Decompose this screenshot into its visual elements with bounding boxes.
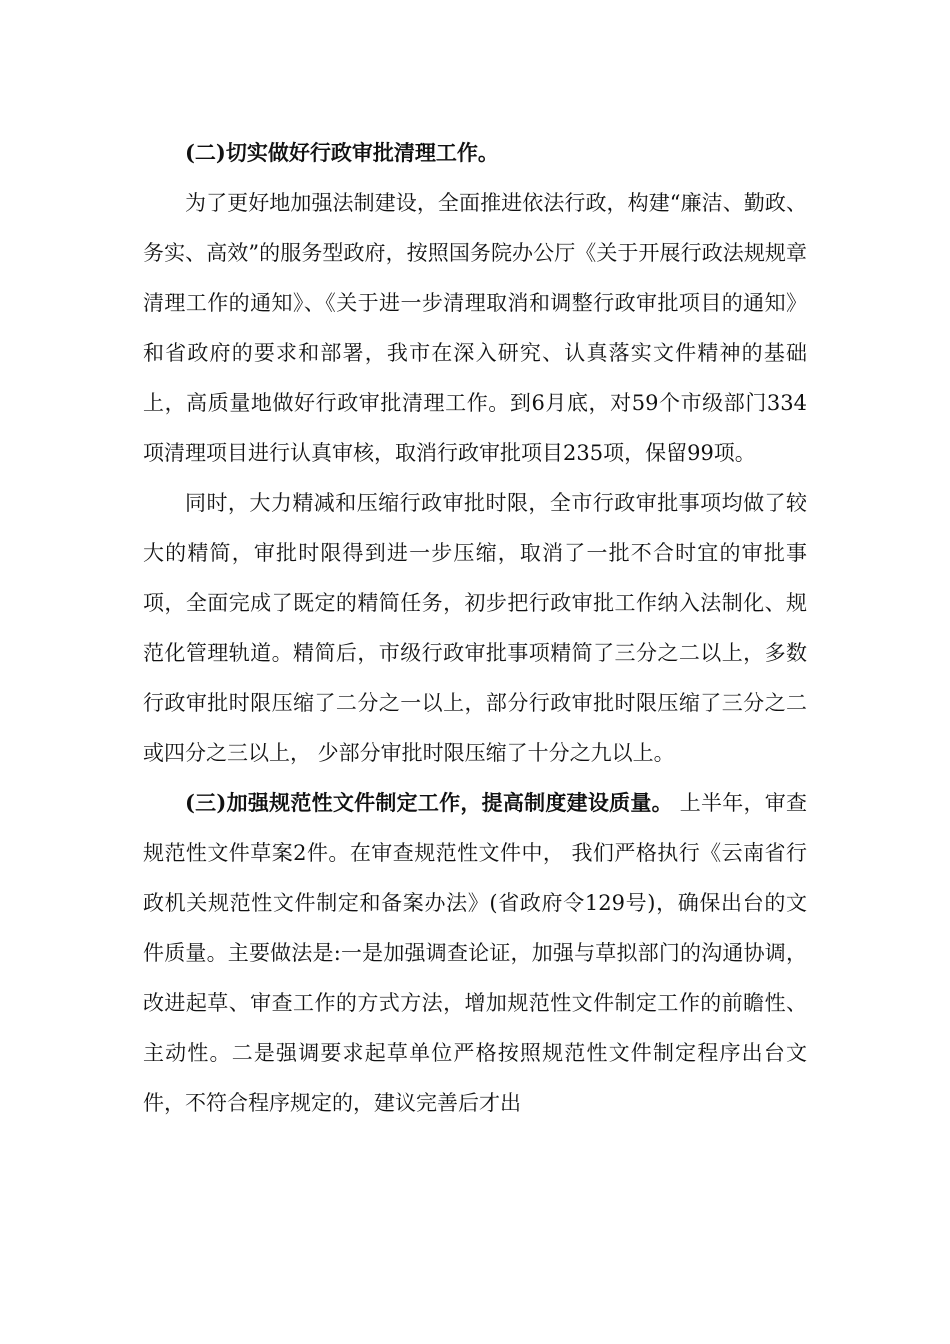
document-body	[143, 128, 807, 1128]
section-3-text: 上半年，审查规范性文件草案2件。在审查规范性文件中， 我们严格执行《云南省行政机关规范性文件制定和备案办法》(省政府令129号)，确保出台的文件质量。主要做法是:一是加强调查论证，加强与草拟部门的沟通协调，改进起草、审查工作的方式方法，增加规范性文件制定工作的前瞻性、主动性。二是强调要求起草单位严格按照规范性文件制定程序出台文件，不符合程序规定的，建议完善后才出	[143, 791, 807, 1115]
section-2-paragraph-2: 同时，大力精减和压缩行政审批时限，全市行政审批事项均做了较大的精简，审批时限得到进一步压缩，取消了一批不合时宜的审批事项，全面完成了既定的精简任务，初步把行政审批工作纳入法制化、规范化管理轨道。精简后，市级行政审批事项精简了三分之二以上，多数行政审批时限压缩了二分之一以上，部分行政审批时限压缩了三分之二或四分之三以上， 少部分审批时限压缩了十分之九以上。	[143, 491, 807, 765]
section-heading-3: (三)加强规范性文件制定工作，提高制度建设质量。	[185, 790, 673, 815]
section-3-paragraph	[143, 778, 807, 1128]
section-2-paragraph-1: 为了更好地加强法制建设，全面推进依法行政，构建“廉洁、勤政、务实、高效”的服务型政府，按照国务院办公厅《关于开展行政法规规章清理工作的通知》、《关于进一步清理取消和调整行政审批项目的通知》和省政府的要求和部署，我市在深入研究、认真落实文件精神的基础上，高质量地做好行政审批清理工作。到6月底，对59个市级部门334项清理项目进行认真审核，取消行政审批项目235项，保留99项。	[143, 191, 807, 465]
section-heading-2: (二)切实做好行政审批清理工作。	[185, 140, 499, 165]
